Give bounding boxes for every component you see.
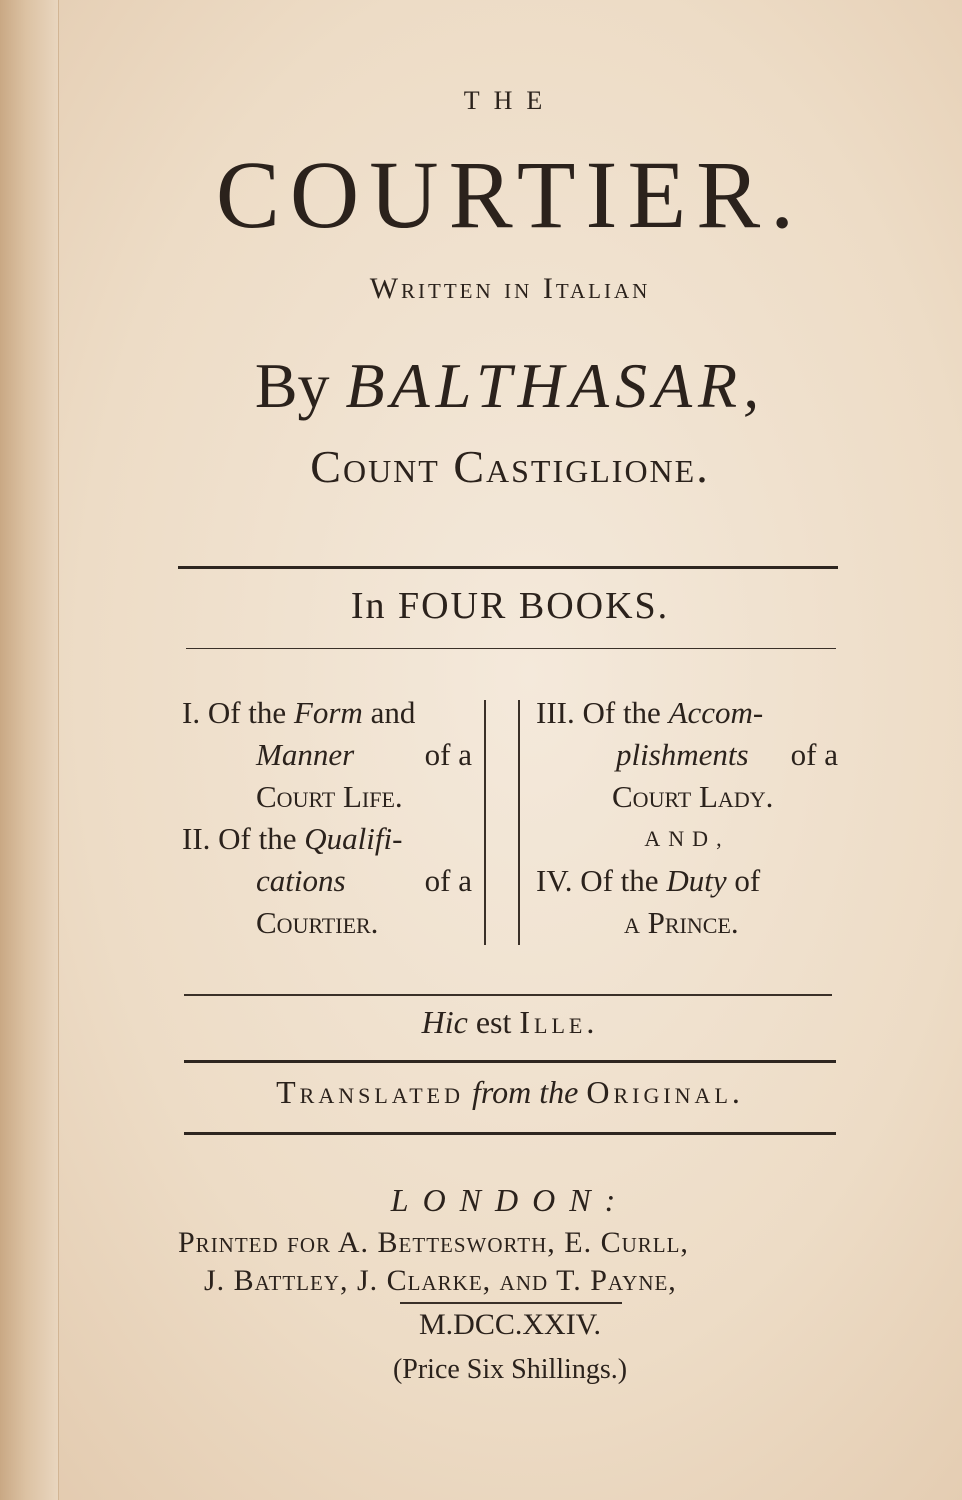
written-in-line: Written in Italian	[369, 272, 651, 305]
title-the: THE	[463, 86, 557, 115]
author-line	[150, 346, 870, 426]
author-title: Count Castiglione.	[310, 441, 710, 492]
book-iii: III. Of the Accom-	[536, 695, 764, 730]
imprint-printed-line-1: Printed for A. Bettesworth, E. Curll,	[178, 1226, 689, 1259]
author-name: BALTHASAR,	[345, 350, 766, 421]
left-brace	[484, 700, 486, 945]
translated-line: Translated from the Original.	[276, 1074, 744, 1110]
imprint-printed-line-2: J. Battley, J. Clarke, and T. Payne,	[204, 1264, 677, 1297]
books-right-column: III. Of the Accom- plishments of a Court Lady. AND, IV. Of the Duty of a Prince.	[536, 692, 838, 944]
book-title: COURTIER.	[215, 141, 805, 248]
imprint-price: (Price Six Shillings.)	[392, 1354, 628, 1385]
rule-imprint	[184, 1132, 836, 1135]
book-iv: IV. Of the Duty of	[536, 863, 761, 898]
rule-top	[178, 566, 838, 569]
motto: Hic est Ille.	[421, 1004, 599, 1040]
book-i: I. Of the Form and	[182, 695, 416, 730]
right-brace	[518, 700, 520, 945]
books-left-column: I. Of the Form and Manner of a Court Life. II. Of the Qualifi- cations of a Courtier.	[182, 692, 472, 944]
imprint-year: M.DCC.XXIV.	[419, 1308, 601, 1341]
rule-year	[400, 1302, 622, 1304]
rule-translated	[184, 1060, 836, 1063]
author-by: By	[254, 350, 330, 421]
imprint-city: LONDON:	[390, 1182, 630, 1218]
book-spine-edge	[0, 0, 59, 1500]
rule-books	[186, 648, 836, 649]
book-ii: II. Of the Qualifi-	[182, 821, 403, 856]
four-books-heading: In FOUR BOOKS.	[350, 585, 670, 627]
rule-motto	[184, 994, 832, 996]
